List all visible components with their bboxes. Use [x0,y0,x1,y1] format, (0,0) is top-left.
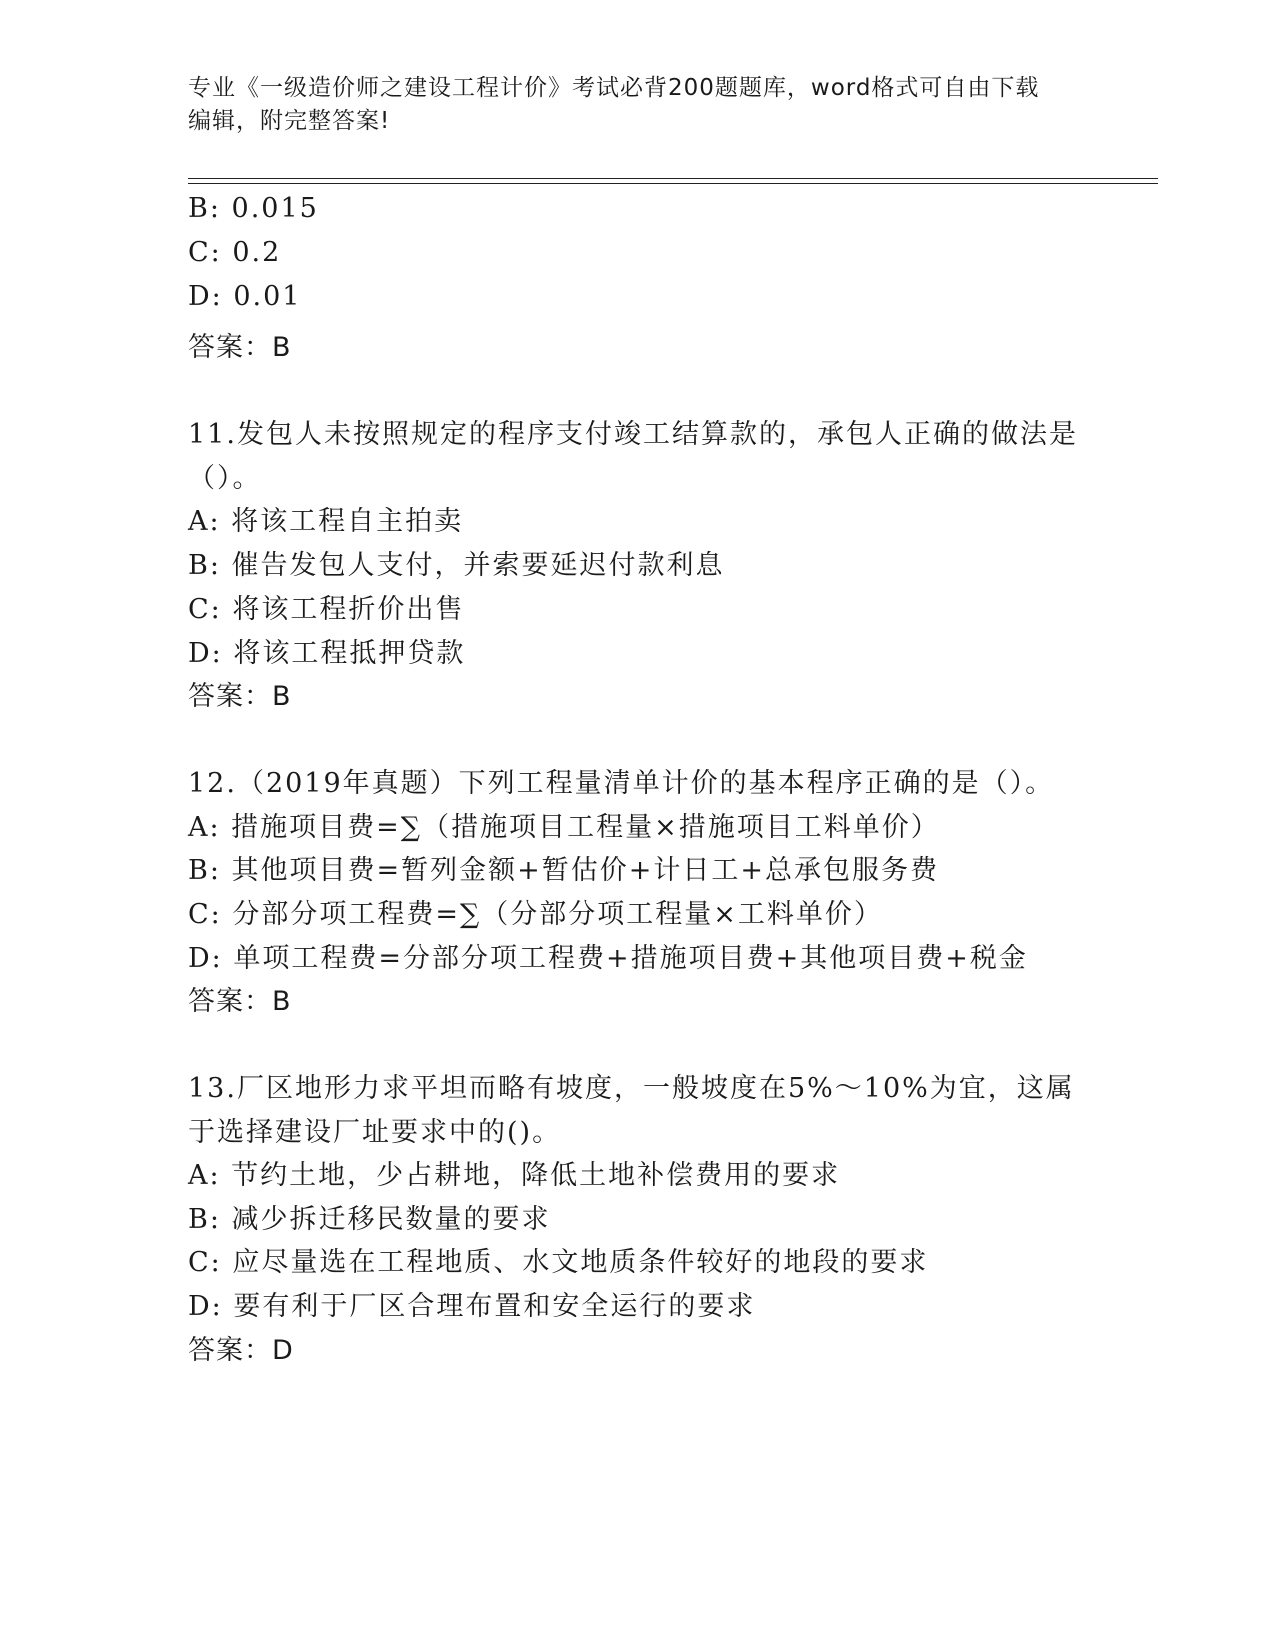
q12-question-line-1: 12.（2019年真题）下列工程量清单计价的基本程序正确的是（）。 [188,768,1055,799]
q11-option-c: C: 将该工程折价出售 [188,594,465,625]
q10-option-b: B: 0.015 [188,193,319,224]
header-line-2: 编辑，附完整答案! [188,108,391,134]
header-rule-top [188,178,1158,179]
q10-answer: 答案：B [188,332,292,363]
q11-option-a: A: 将该工程自主拍卖 [188,506,464,537]
q10-option-d: D: 0.01 [188,281,302,312]
document-header [188,72,1068,138]
q12-option-b: B: 其他项目费=暂列金额+暂估价+计日工+总承包服务费 [188,855,940,886]
q12-option-c: C: 分部分项工程费=∑（分部分项工程量×工料单价） [188,899,883,930]
q11-option-d: D: 将该工程抵押贷款 [188,638,466,669]
q13-answer: 答案：D [188,1335,294,1366]
q13-option-d: D: 要有利于厂区合理布置和安全运行的要求 [188,1291,756,1322]
q12-option-d: D: 单项工程费=分部分项工程费+措施项目费+其他项目费+税金 [188,943,1028,974]
header-line-1: 专业《一级造价师之建设工程计价》考试必背200题题库，word格式可自由下载 [188,75,1040,101]
q11-question-line-2: （）。 [188,463,262,494]
q12-option-a: A: 措施项目费=∑（措施项目工程量×措施项目工料单价） [188,812,940,843]
q11-option-b: B: 催告发包人支付，并索要延迟付款利息 [188,550,725,581]
q11-answer: 答案：B [188,681,292,712]
q13-question-line-2: 于选择建设厂址要求中的()。 [188,1117,562,1148]
q13-option-a: A: 节约土地，少占耕地，降低土地补偿费用的要求 [188,1160,841,1191]
q13-option-b: B: 减少拆迁移民数量的要求 [188,1204,551,1235]
header-rule-bottom [188,183,1158,184]
q13-question-line-1: 13.厂区地形力求平坦而略有坡度，一般坡度在5%～10%为宜，这属 [188,1073,1075,1104]
q12-answer: 答案：B [188,986,292,1017]
q13-option-c: C: 应尽量选在工程地质、水文地质条件较好的地段的要求 [188,1247,929,1278]
q11-question-line-1: 11.发包人未按照规定的程序支付竣工结算款的，承包人正确的做法是 [188,419,1078,450]
q10-option-c: C: 0.2 [188,237,282,268]
